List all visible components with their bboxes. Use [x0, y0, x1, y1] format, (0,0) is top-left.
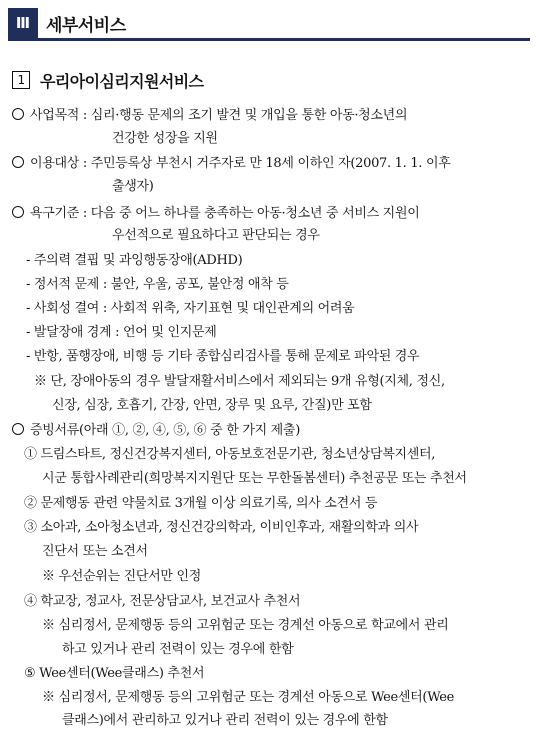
document-item: ② 문제행동 관련 약물치료 3개월 이상 의료기록, 의사 소견서 등: [24, 496, 378, 511]
document-item: ① 드림스타트, 정신건강복지센터, 아동보호전문기관, 청소년상담복지센터,: [24, 447, 436, 462]
document-note: ※ 심리정서, 문제행동 등의 고위험군 또는 경계선 아동으로 학교에서 관리: [42, 618, 449, 633]
criteria-item: - 발달장애 경계 : 언어 및 인지문제: [26, 325, 217, 340]
target-line-cont: 출생자): [112, 179, 154, 194]
section-title: 세부서비스: [46, 15, 126, 36]
subsection-title: 우리아이심리지원서비스: [40, 71, 204, 91]
document-item: ③ 소아과, 소아청소년과, 정신건강의학과, 이비인후과, 재활의학과 의사: [24, 520, 419, 535]
criteria-item: - 정서적 문제 : 불안, 우울, 공포, 불안정 애착 등: [26, 277, 289, 292]
circle-bullet-icon: [12, 108, 24, 120]
criteria-note: ※ 단, 장애아동의 경우 발달재활서비스에서 제외되는 9개 유형(지체, 정신,: [34, 374, 445, 389]
purpose-line: 사업목적 : 심리·행동 문제의 조기 발견 및 개입을 통한 아동·청소년의: [12, 108, 407, 124]
criteria-line: 욕구기준 : 다음 중 어느 하나를 충족하는 아동·청소년 중 서비스 지원이: [12, 206, 419, 222]
subsection-number: 1: [12, 71, 30, 89]
document-note: ※ 심리정서, 문제행동 등의 고위험군 또는 경계선 아동으로 Wee센터(Wee: [42, 690, 454, 705]
circle-bullet-icon: [12, 156, 24, 168]
purpose-line-cont: 건강한 성장을 지원: [112, 131, 218, 146]
document-note-cont: 클래스)에서 관리하고 있거나 관리 전력이 있는 경우에 한함: [62, 713, 388, 728]
document-note: ※ 우선순위는 진단서만 인정: [42, 569, 202, 584]
subsection-title-row: [12, 68, 203, 92]
criteria-line-cont: 우선적으로 필요하다고 판단되는 경우: [112, 228, 320, 243]
document-note-cont: 하고 있거나 관리 전력이 있는 경우에 한함: [62, 642, 294, 657]
criteria-item: - 사회성 결여 : 사회적 위축, 자기표현 및 대인관계의 어려움: [26, 301, 355, 316]
circle-bullet-icon: [12, 423, 24, 435]
criteria-note-cont: 신장, 심장, 호흡기, 간장, 안면, 장루 및 요루, 간질)만 포함: [52, 398, 372, 413]
section-header: [8, 8, 126, 38]
document-item-cont: 시군 통합사례관리(희망복지지원단 또는 무한돌봄센터) 추천공문 또는 추천서: [42, 471, 467, 486]
document-item-cont: 진단서 또는 소견서: [42, 544, 148, 559]
circle-bullet-icon: [12, 206, 24, 218]
document-item: ⑤ Wee센터(Wee클래스) 추천서: [24, 666, 205, 681]
section-divider: [8, 38, 530, 41]
target-line: 이용대상 : 주민등록상 부천시 거주자로 만 18세 이하인 자(2007. 1. 1. 이후: [12, 156, 450, 172]
document-item: ④ 학교장, 정교사, 전문상담교사, 보건교사 추천서: [24, 594, 301, 609]
documents-line: 증빙서류(아래 ①, ②, ④, ⑤, ⑥ 중 한 가지 제출): [12, 423, 300, 439]
criteria-item: - 반항, 품행장애, 비행 등 기타 종합심리검사를 통해 문제로 파악된 경우: [26, 349, 420, 364]
section-numeral: Ⅲ: [8, 8, 38, 38]
criteria-item: - 주의력 결핍 및 과잉행동장애(ADHD): [26, 253, 243, 268]
